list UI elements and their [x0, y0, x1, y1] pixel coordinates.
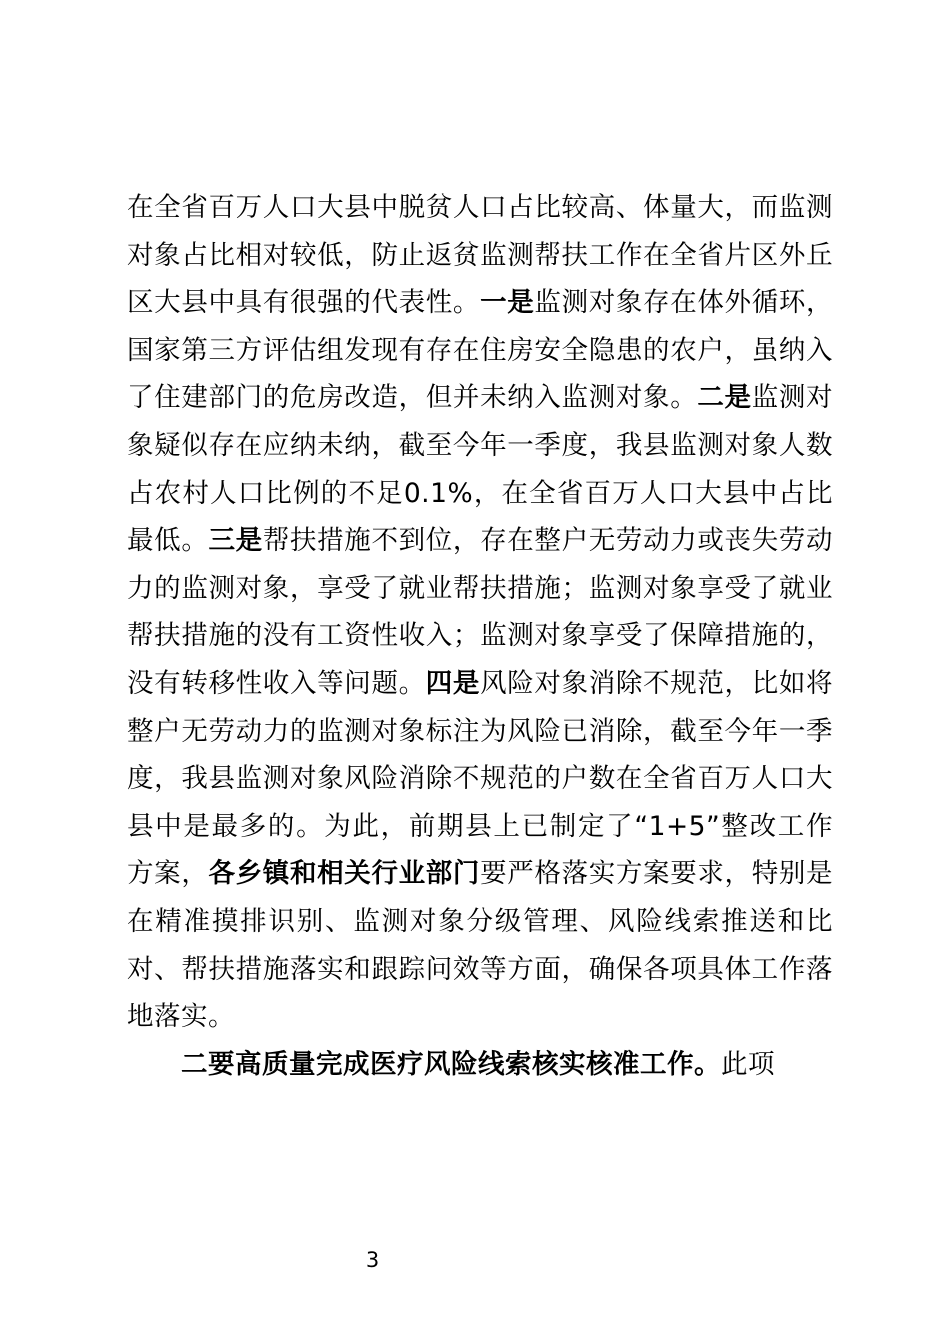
bold-marker-first: 一是 [480, 287, 535, 319]
paragraph-text: 监测对象存在体外循环，国家第三方评估组发现有存在住房安全隐患的农户，虽纳入了住建部门的危房改造，但并未纳入监测对象。 [127, 287, 834, 414]
body-text [127, 184, 833, 1088]
paragraph-text: 监测对象疑似存在应纳未纳，截至今年一季度，我县监测对象人数占农村人口比例的不足0.1%，在全省百万人口大县中占比最低。 [127, 382, 834, 557]
bold-departments: 各乡镇和相关行业部门 [208, 858, 481, 890]
section-heading-medical: 二要高质量完成医疗风险线索核实核准工作。 [181, 1048, 721, 1080]
paragraph-text: 此项 [721, 1048, 775, 1080]
bold-marker-third: 三是 [208, 525, 263, 557]
bold-marker-fourth: 四是 [425, 667, 481, 699]
paragraph-medical-risk [127, 1041, 833, 1089]
paragraph-text: 帮扶措施不到位，存在整户无劳动力或丧失劳动力的监测对象，享受了就业帮扶措施；监测对象享受了就业帮扶措施的没有工资性收入；监测对象享受了保障措施的，没有转移性收入等问题。 [127, 525, 834, 699]
paragraph-text: 风险对象消除不规范，比如将整户无劳动力的监测对象标注为风险已消除，截至今年一季度，我县监测对象风险消除不规范的户数在全省百万人口大县中是最多的。为此，前期县上已制定了“1+5”整改工作方案， [127, 667, 834, 890]
paragraph-monitoring-issues [127, 184, 833, 1041]
paragraph-text: 要严格落实方案要求，特别是在精准摸排识别、监测对象分级管理、风险线索推送和比对、帮扶措施落实和跟踪问效等方面，确保各项具体工作落地落实。 [127, 858, 834, 1033]
paragraph-text: 在全省百万人口大县中脱贫人口占比较高、体量大，而监测对象占比相对较低，防止返贫监测帮扶工作在全省片区外丘区大县中具有很强的代表性。 [127, 192, 833, 319]
page-number: 3 [365, 1248, 380, 1272]
bold-marker-second: 二是 [697, 382, 752, 414]
